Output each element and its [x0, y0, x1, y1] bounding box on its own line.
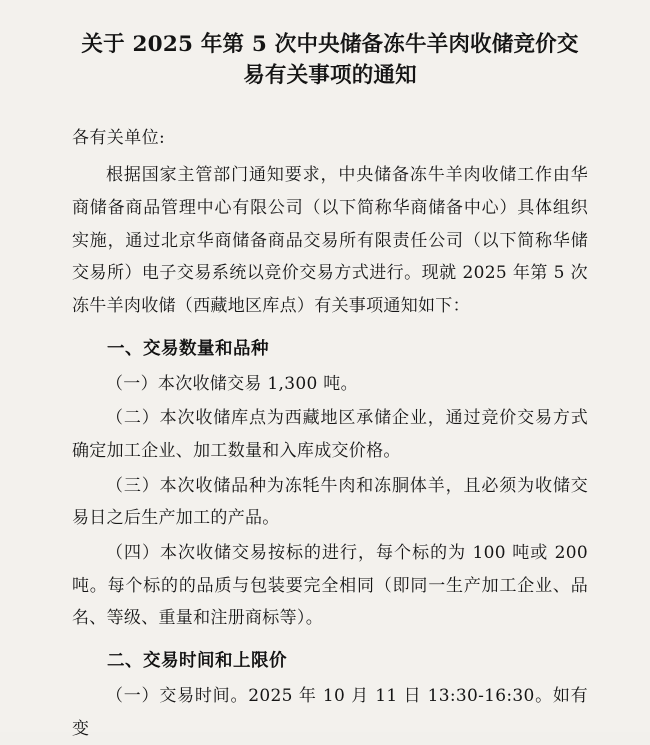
salutation: 各有关单位:	[72, 128, 166, 149]
section-2-item-1: （一）交易时间。2025 年 10 月 11 日 13:30-16:30。如有变	[72, 686, 588, 739]
section-1-item-2: （二）本次收储库点为西藏地区承储企业，通过竞价交易方式确定加工企业、加工数量和入库成交价格。	[72, 408, 588, 461]
section-heading-1: 一、交易数量和品种	[107, 338, 269, 359]
section-1-item-3: （三）本次收储品种为冻牦牛肉和冻胴体羊，且必须为收储交易日之后生产加工的产品。	[72, 475, 588, 529]
page-title: 关于 2025 年第 5 次中央储备冻牛羊肉收储竞价交易有关事项的通知	[81, 32, 579, 88]
section-heading-2: 二、交易时间和上限价	[107, 650, 287, 671]
section-1-item-1: （一）本次收储交易 1,300 吨。	[106, 373, 358, 394]
intro-paragraph: 根据国家主管部门通知要求，中央储备冻牛羊肉收储工作由华商储备商品管理中心有限公司（以下简称华商储备中心）具体组织实施，通过北京华商储备商品交易所有限责任公司（以下简称华储交易所）电子交易系统以竞价交易方式进行。现就 2025 年第 5 次冻牛羊肉收储（西藏地区库点）有关事项通知如下：	[72, 165, 588, 316]
section-1-item-4: （四）本次收储交易按标的进行，每个标的为 100 吨或 200 吨。每个标的的品质与包装要完全相同（即同一生产加工企业、品名、等级、重量和注册商标等）。	[72, 542, 588, 629]
